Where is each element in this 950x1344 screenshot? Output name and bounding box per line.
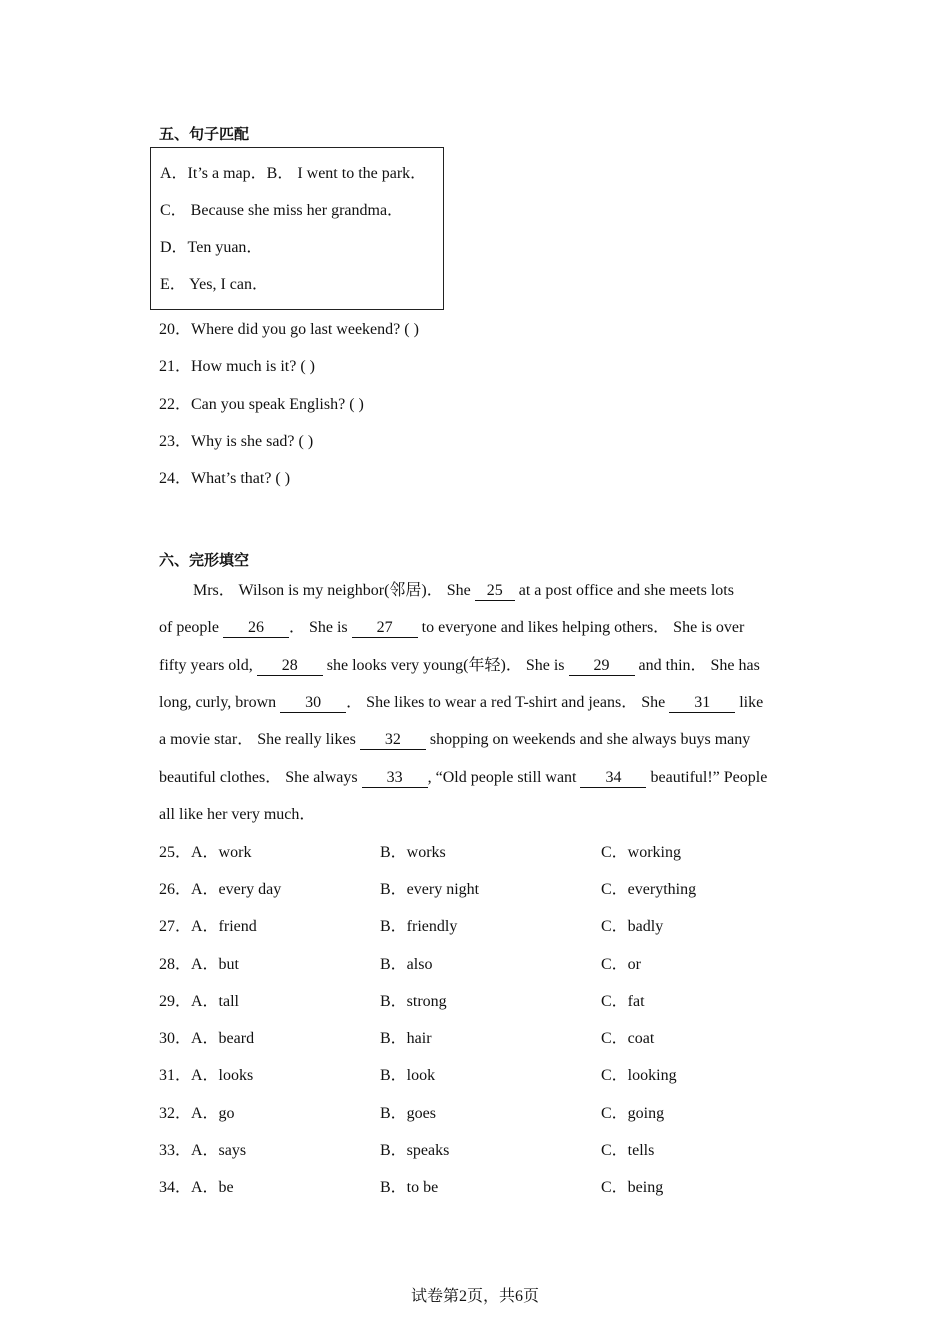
passage-text: all like her very much． (159, 806, 316, 823)
option-33-c: C．tells (601, 1142, 655, 1159)
passage-text: Mrs． Wilson is my neighbor(邻居)． She (193, 582, 475, 599)
option-27-c: C．badly (601, 918, 664, 935)
option-32-c: C．going (601, 1105, 665, 1122)
option-31-a: 31．A．looks (159, 1067, 254, 1084)
page-footer: 试卷第2页，共6页 (410, 1288, 539, 1305)
option-34-b: B．to be (380, 1179, 439, 1196)
option-25-c: C．working (601, 844, 682, 861)
option-30-c: C．coat (601, 1030, 655, 1047)
passage-line-7 (159, 805, 791, 825)
passage-text: shopping on weekends and she always buys many (425, 731, 751, 748)
section5-heading: 五、句子匹配 (159, 125, 250, 143)
blank-33: 33 (362, 769, 428, 788)
option-32-b: B．goes (380, 1105, 437, 1122)
passage-line-3 (159, 656, 791, 676)
option-27-a: 27．A．friend (159, 918, 257, 935)
option-25-b: B．works (380, 844, 446, 861)
section6-heading: 六、完形填空 (159, 551, 250, 569)
answer-choices-box (150, 147, 444, 310)
passage-line-1 (159, 581, 791, 601)
blank-32: 32 (360, 731, 426, 750)
passage-text: at a post office and she meets lots (514, 582, 734, 599)
option-33-a: 33．A．says (159, 1142, 247, 1159)
question-22: 22．Can you speak English? ( ) (159, 396, 364, 413)
option-31-c: C．looking (601, 1067, 677, 1084)
question-21: 21．How much is it? ( ) (159, 358, 315, 375)
option-33-b: B．speaks (380, 1142, 450, 1159)
option-27-b: B．friendly (380, 918, 458, 935)
passage-line-2 (159, 618, 791, 638)
blank-25: 25 (475, 582, 515, 601)
option-34-a: 34．A．be (159, 1179, 234, 1196)
option-28-a: 28．A．but (159, 956, 240, 973)
choice-line-d: D．Ten yuan． (160, 239, 263, 256)
option-26-c: C．everything (601, 881, 697, 898)
passage-text: of people (159, 619, 223, 636)
blank-29: 29 (569, 657, 635, 676)
option-29-a: 29．A．tall (159, 993, 239, 1010)
choice-line-a-b: A．It’s a map．B． I went to the park． (160, 165, 427, 182)
passage-text: like (735, 694, 764, 711)
passage-text: a movie star． She really likes (159, 731, 360, 748)
option-28-b: B．also (380, 956, 433, 973)
passage-text: and thin． She has (634, 657, 760, 674)
question-20: 20．Where did you go last weekend? ( ) (159, 321, 419, 338)
blank-27: 27 (352, 619, 418, 638)
passage-text: beautiful!” People (646, 769, 768, 786)
option-30-b: B．hair (380, 1030, 432, 1047)
question-23: 23．Why is she sad? ( ) (159, 433, 314, 450)
passage-text: ． She is (288, 619, 352, 636)
passage-line-5 (159, 730, 791, 750)
passage-line-6 (159, 768, 791, 788)
option-34-c: C．being (601, 1179, 664, 1196)
option-32-a: 32．A．go (159, 1105, 235, 1122)
option-26-a: 26．A．every day (159, 881, 282, 898)
passage-text: long, curly, brown (159, 694, 281, 711)
passage-line-4 (159, 693, 791, 713)
blank-30: 30 (280, 694, 346, 713)
choice-line-e: E． Yes, I can． (160, 276, 268, 293)
question-24: 24．What’s that? ( ) (159, 470, 291, 487)
passage-text: she looks very young(年轻)． She is (322, 657, 569, 674)
passage-text: beautiful clothes． She always (159, 769, 362, 786)
passage-text: ． She likes to wear a red T-shirt and jeans． She (346, 694, 670, 711)
passage-text: to everyone and likes helping others． She is over (417, 619, 745, 636)
blank-31: 31 (669, 694, 735, 713)
blank-34: 34 (580, 769, 646, 788)
option-31-b: B．look (380, 1067, 436, 1084)
passage-text: fifty years old, (159, 657, 257, 674)
option-26-b: B．every night (380, 881, 480, 898)
option-28-c: C．or (601, 956, 642, 973)
option-30-a: 30．A．beard (159, 1030, 255, 1047)
option-25-a: 25．A．work (159, 844, 252, 861)
option-29-b: B．strong (380, 993, 447, 1010)
blank-26: 26 (223, 619, 289, 638)
passage-text: , “Old people still want (427, 769, 581, 786)
blank-28: 28 (257, 657, 323, 676)
option-29-c: C．fat (601, 993, 645, 1010)
choice-line-c: C． Because she miss her grandma． (160, 202, 404, 219)
